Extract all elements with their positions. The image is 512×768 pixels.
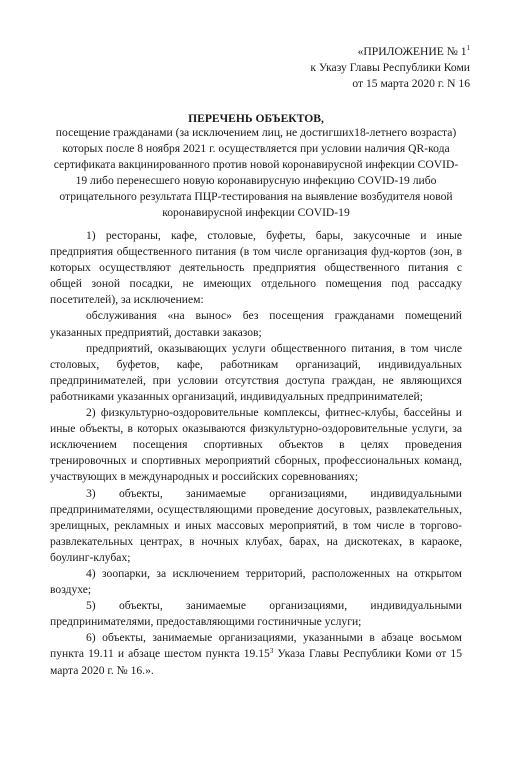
document-body bbox=[50, 228, 462, 679]
appendix-number: «ПРИЛОЖЕНИЕ № 1 bbox=[357, 45, 467, 58]
document-title: ПЕРЕЧЕНЬ ОБЪЕКТОВ, bbox=[188, 112, 324, 125]
appendix-line-1 bbox=[230, 44, 470, 60]
paragraph-item-6-end: Указа Главы Республики Коми от 15 марта 2020 г. № 16.». bbox=[50, 647, 463, 677]
appendix-superscript: 1 bbox=[466, 44, 470, 52]
appendix-header bbox=[230, 44, 470, 92]
appendix-line-2: к Указу Главы Республики Коми bbox=[310, 61, 470, 74]
paragraph-item-6-superscript: 3 bbox=[269, 647, 274, 656]
paragraph-item-6-start: 6) объекты, занимаемые организациями, указанными в абзаце восьмом пункта 19.11 и абзаце шестом пункта 19.15 bbox=[50, 631, 462, 661]
paragraph-item-1-exception-b: предприятий, оказывающих услуги общественного питания, в том числе столовых, буфетов, кафе, работникам организаций, индивидуальных предпринимателей, при условии отсутствия доступа граждан, не являющихся работниками указанных организаций, индивидуальных предпринимателей; bbox=[50, 341, 462, 403]
document-subtitle: посещение гражданами (за исключением лиц, не достигших18-летнего возраста) которых после 8 ноября 2021 г. осуществляется при условии наличия QR-кода сертификата вакцинированного против новой коронавирусной инфекции COVID-19 либо перенесшего новую коронавирусную инфекцию COVID-19 либо отрицательного результата ПЦР-тестирования на выявление возбудителя новой коронавирусной инфекции COVID-19 bbox=[53, 126, 459, 219]
appendix-line-3: от 15 марта 2020 г. N 16 bbox=[352, 77, 470, 90]
paragraph-item-1: 1) рестораны, кафе, столовые, буфеты, бары, закусочные и иные предприятия общественного питания (в том числе организация фуд-кортов (зон, в которых осуществляют деятельность предприятия общественного питания с общей зоной посадки, не имеющих отдельного помещения под рассадку посетителей), за исключением: bbox=[50, 229, 462, 307]
paragraph-item-4: 4) зоопарки, за исключением территорий, расположенных на открытом воздухе; bbox=[50, 566, 462, 597]
paragraph-item-1-exception-a: обслуживания «на вынос» без посещения гражданами помещений указанных предприятий, доставки заказов; bbox=[50, 309, 462, 339]
paragraph-item-5: 5) объекты, занимаемые организациями, индивидуальными предпринимателями, предоставляющими гостиничные услуги; bbox=[50, 599, 462, 629]
paragraph-item-2: 2) физкультурно-оздоровительные комплексы, фитнес-клубы, бассейны и иные объекты, в которых оказываются физкультурно-оздоровительные услуги, за исключением посещения спортивных объектов в целях проведения тренировочных и спортивных мероприятий сборных, профессиональных команд, участвующих в международных и российских соревнованиях; bbox=[50, 406, 462, 484]
paragraph-item-6 bbox=[50, 630, 462, 678]
paragraph-item-3: 3) объекты, занимаемые организациями, индивидуальными предпринимателями, осуществляющими проведение досуговых, развлекательных, зрелищных, рекламных и иных массовых мероприятий, в том числе в торгово-развлекательных центрах, в ночных клубах, барах, на дискотеках, в караоке, боулинг-клубах; bbox=[50, 486, 462, 564]
